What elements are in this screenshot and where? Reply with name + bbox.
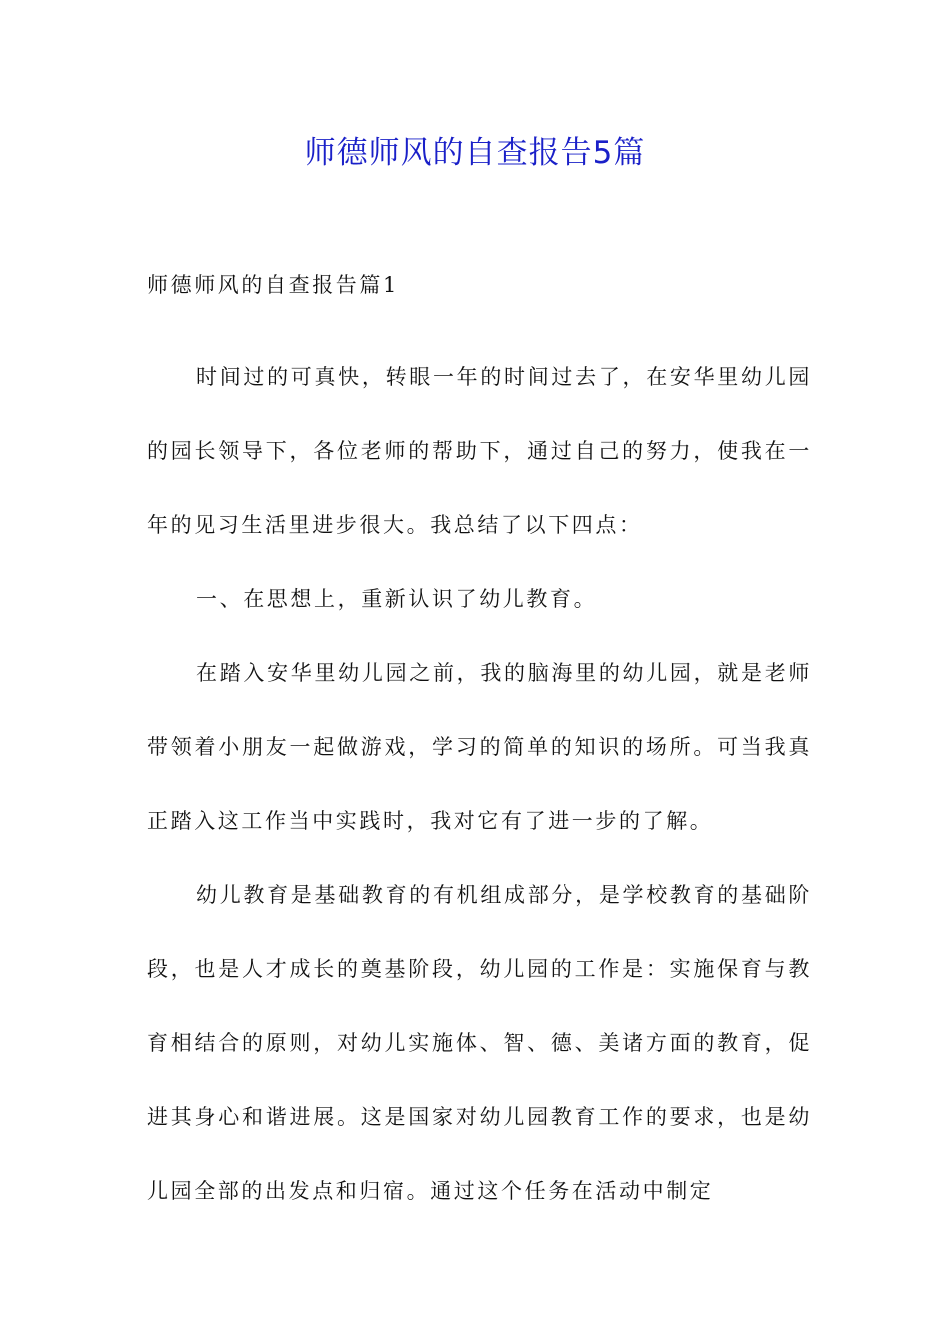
section-heading: 师德师风的自查报告篇1 xyxy=(147,273,399,297)
paragraph-3: 在踏入安华里幼儿园之前，我的脑海里的幼儿园，就是老师带领着小朋友一起做游戏，学习的简单的知识的场所。可当我真正踏入这工作当中实践时，我对它有了进一步的了解。 xyxy=(147,661,812,833)
paragraph-4: 幼儿教育是基础教育的有机组成部分，是学校教育的基础阶段，也是人才成长的奠基阶段，幼儿园的工作是：实施保育与教育相结合的原则，对幼儿实施体、智、德、美诸方面的教育，促进其身心和谐进展。这是国家对幼儿园教育工作的要求，也是幼儿园全部的出发点和归宿。通过这个任务在活动中制定 xyxy=(147,883,812,1203)
document-title: 师德师风的自查报告5篇 xyxy=(304,135,646,171)
document-body xyxy=(147,340,812,1228)
paragraph-2: 一、在思想上，重新认识了幼儿教育。 xyxy=(196,587,598,611)
paragraph-1: 时间过的可真快，转眼一年的时间过去了，在安华里幼儿园的园长领导下，各位老师的帮助下，通过自己的努力，使我在一年的见习生活里进步很大。我总结了以下四点： xyxy=(147,365,812,537)
